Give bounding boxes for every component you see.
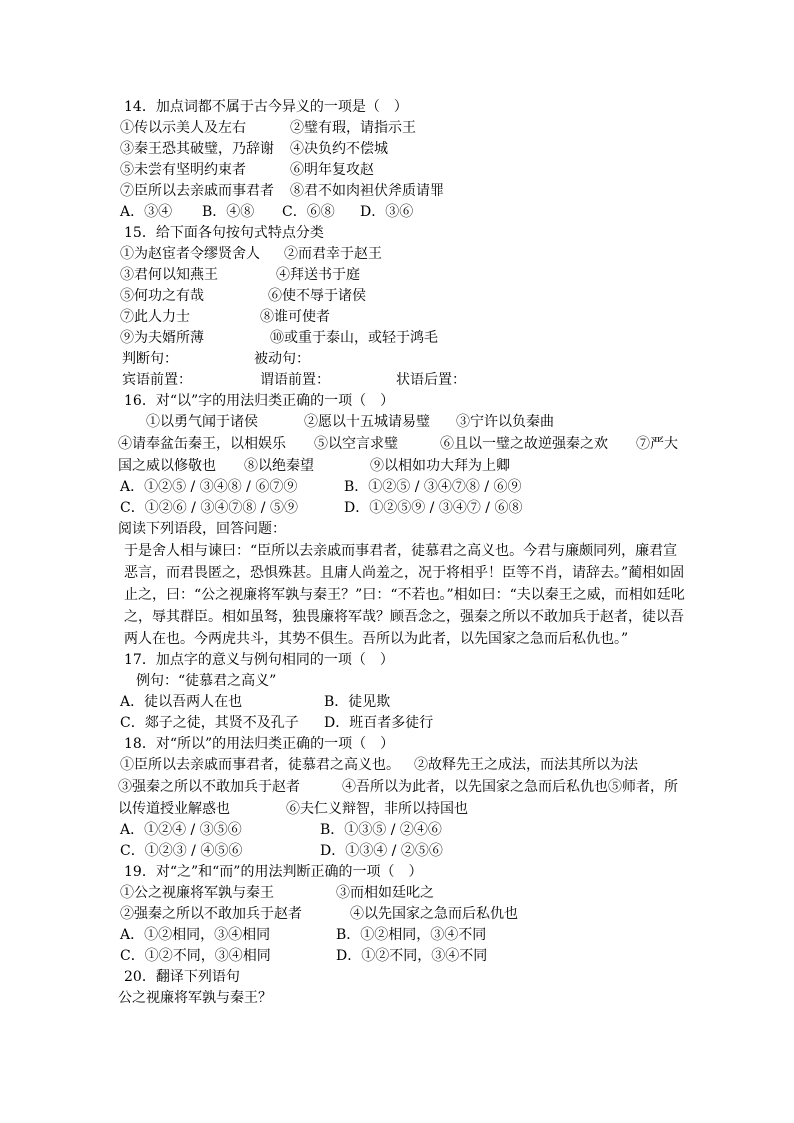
- q17-option-c: C．郯子之徒，其贤不及孔子: [120, 715, 299, 731]
- q14-item: ⑦臣所以去亲戚而事君者: [120, 183, 274, 199]
- q18-option-a: A．①②④ / ③⑤⑥: [120, 822, 242, 838]
- q14-item-row: [118, 181, 688, 202]
- q15-item-row: [118, 307, 688, 328]
- q14-item: ③秦王恐其破璧，乃辞谢: [120, 141, 274, 157]
- q14-item: ⑤未尝有坚明约束者: [120, 162, 246, 178]
- q15-item: ④拜送书于庭: [276, 267, 360, 283]
- q16-options-row: [118, 477, 688, 498]
- q17-options-row: [118, 713, 688, 734]
- q15-item: ②而君幸于赵王: [284, 246, 382, 262]
- q17-title: 17．加点字的意义与例句相同的一项（ ）: [124, 652, 394, 668]
- q18-items-paragraph: ③强秦之所以不敢加兵于赵者 ④吾所以为此者，以先国家之急而后私仇也⑤师者，所以传道授业解惑也 ⑥夫仁义辩智，非所以持国也: [118, 779, 678, 817]
- q19-title: 19．对“之”和“而”的用法判断正确的一项（ ）: [124, 864, 423, 880]
- q19-option-d: D．①②不同，③④不同: [336, 948, 488, 964]
- q18-options-row: [118, 841, 688, 862]
- q19-item: ④以先国家之急而后私仇也: [350, 906, 518, 922]
- q16-item: ①以勇气闻于诸侯: [146, 414, 258, 430]
- q18-option-c: C．①②③ / ④⑤⑥: [120, 843, 243, 859]
- q18-title: 18．对“所以”的用法归类正确的一项（ ）: [124, 736, 395, 752]
- q15-item: ⑥使不辱于诸侯: [268, 288, 366, 304]
- q15-item: ①为赵宦者令缪贤舍人: [120, 246, 260, 262]
- q17-option-b: B．徒见欺: [324, 694, 391, 710]
- q19-option-c: C．①②不同，③④相同: [120, 948, 271, 964]
- q19-options-row: [118, 925, 688, 946]
- q18-item: ②故释先王之成法，而法其所以为法: [414, 757, 638, 773]
- q19-item-row: [118, 883, 688, 904]
- q16-option-a: A．①②⑤ / ③④⑧ / ⑥⑦⑨: [120, 479, 298, 495]
- reading-prompt: 阅读下列语段，回答问题：: [118, 521, 286, 537]
- q15-item-row: [118, 328, 688, 349]
- q15-title: 15．给下面各句按句式特点分类: [124, 225, 324, 241]
- q14-item: ⑧君不如肉袒伏斧质请罪: [290, 183, 444, 199]
- q17-option-d: D．班百者多徒行: [324, 715, 434, 731]
- q14-item-row: [118, 118, 688, 139]
- q15-item: ⑤何功之有哉: [120, 288, 204, 304]
- q19-item: ②强秦之所以不敢加兵于赵者: [120, 906, 302, 922]
- q19-item: ③而相如廷叱之: [336, 885, 434, 901]
- q16-item: ③宁许以负秦曲: [456, 414, 554, 430]
- q16-title: 16．对“以”字的用法归类正确的一项（ ）: [124, 393, 395, 409]
- q19-item: ①公之视廉将军孰与秦王: [120, 885, 274, 901]
- q14-option-d: D．③⑥: [360, 204, 414, 220]
- q18-option-d: D．①③④ / ②⑤⑥: [320, 843, 443, 859]
- q15-item-row: [118, 244, 688, 265]
- page-content: [118, 97, 688, 1009]
- q16-items-paragraph: ④请奉盆缶秦王，以相娱乐 ⑤以空言求璧 ⑥且以一璧之故逆强秦之欢 ⑦严大国之威以修敬也 ⑧以绝秦望 ⑨以相如功大拜为上卿: [118, 436, 678, 474]
- q18-options-row: [118, 820, 688, 841]
- q15-category-predicate-preposed: 谓语前置：: [260, 372, 330, 388]
- q16-option-b: B．①②⑤ / ③④⑦⑧ / ⑥⑨: [344, 479, 522, 495]
- q16-item: ②愿以十五城请易璧: [304, 414, 430, 430]
- q14-item: ④决负约不偿城: [290, 141, 388, 157]
- q15-category-passive: 被动句：: [254, 351, 310, 367]
- q15-category-object-preposed: 宾语前置：: [122, 372, 192, 388]
- q19-item-row: [118, 904, 688, 925]
- q16-item-row: [118, 412, 688, 433]
- q15-category-judgment: 判断句：: [122, 351, 178, 367]
- reading-passage: 于是舍人相与谏曰：“臣所以去亲戚而事君者，徒慕君之高义也。今君与廉颇同列，廉君宣恶言，而君畏匿之，恐惧殊甚。且庸人尚羞之，况于将相乎！臣等不肖，请辞去。”蔺相如固止之，曰：“公之视廉将军孰与秦王？”曰：“不若也。”相如曰：“夫以秦王之威，而相如廷叱之，辱其群臣。相如虽驽，独畏廉将军哉？顾吾念之，强秦之所以不敢加兵于赵者，徒以吾两人在也。今两虎共斗，其势不俱生。吾所以为此者，以先国家之急而后私仇也。”: [124, 543, 685, 647]
- q18-option-b: B．①③⑤ / ②④⑥: [320, 822, 442, 838]
- q15-item: ⑨为夫婿所薄: [120, 330, 204, 346]
- q17-options-row: [118, 692, 688, 713]
- q19-options-row: [118, 946, 688, 967]
- q15-categories-1: [118, 349, 688, 370]
- q15-item: ③君何以知燕王: [120, 267, 218, 283]
- q19-option-b: B．①②相同，③④不同: [336, 927, 487, 943]
- q14-option-b: B．④⑧: [202, 204, 255, 220]
- q18-item-row: [118, 755, 688, 776]
- q14-title: 14．加点词都不属于古今异义的一项是（ ）: [124, 99, 408, 115]
- q14-item-row: [118, 139, 688, 160]
- q15-item-row: [118, 286, 688, 307]
- q16-option-c: C．①②⑥ / ③④⑦⑧ / ⑤⑨: [120, 500, 298, 516]
- q17-example: 例句：“徒慕君之高义”: [136, 673, 277, 689]
- q16-option-d: D．①②⑤⑨ / ③④⑦ / ⑥⑧: [344, 500, 523, 516]
- q14-item: ②璧有瑕，请指示王: [290, 120, 416, 136]
- q20-title: 20．翻译下列语句: [124, 969, 240, 985]
- q15-item-row: [118, 265, 688, 286]
- q14-item: ①传以示美人及左右: [120, 120, 246, 136]
- q15-item: ⑦此人力士: [120, 309, 190, 325]
- q14-option-c: C．⑥⑧: [282, 204, 335, 220]
- q15-item: ⑩或重于泰山，或轻于鸿毛: [270, 330, 438, 346]
- q15-item: ⑧谁可使者: [260, 309, 330, 325]
- q16-options-row: [118, 498, 688, 519]
- q14-options: [118, 202, 688, 223]
- q17-option-a: A．徒以吾两人在也: [120, 694, 243, 710]
- q14-option-a: A．③④: [120, 204, 173, 220]
- q18-item: ①臣所以去亲戚而事君者，徒慕君之高义也。: [120, 757, 400, 773]
- q14-item: ⑥明年复攻赵: [290, 162, 374, 178]
- q19-option-a: A．①②相同，③④相同: [120, 927, 271, 943]
- q15-categories-2: [118, 370, 688, 391]
- q20-sentence: 公之视廉将军孰与秦王？: [118, 990, 272, 1006]
- q15-category-adverbial-postposed: 状语后置：: [396, 372, 466, 388]
- q14-item-row: [118, 160, 688, 181]
